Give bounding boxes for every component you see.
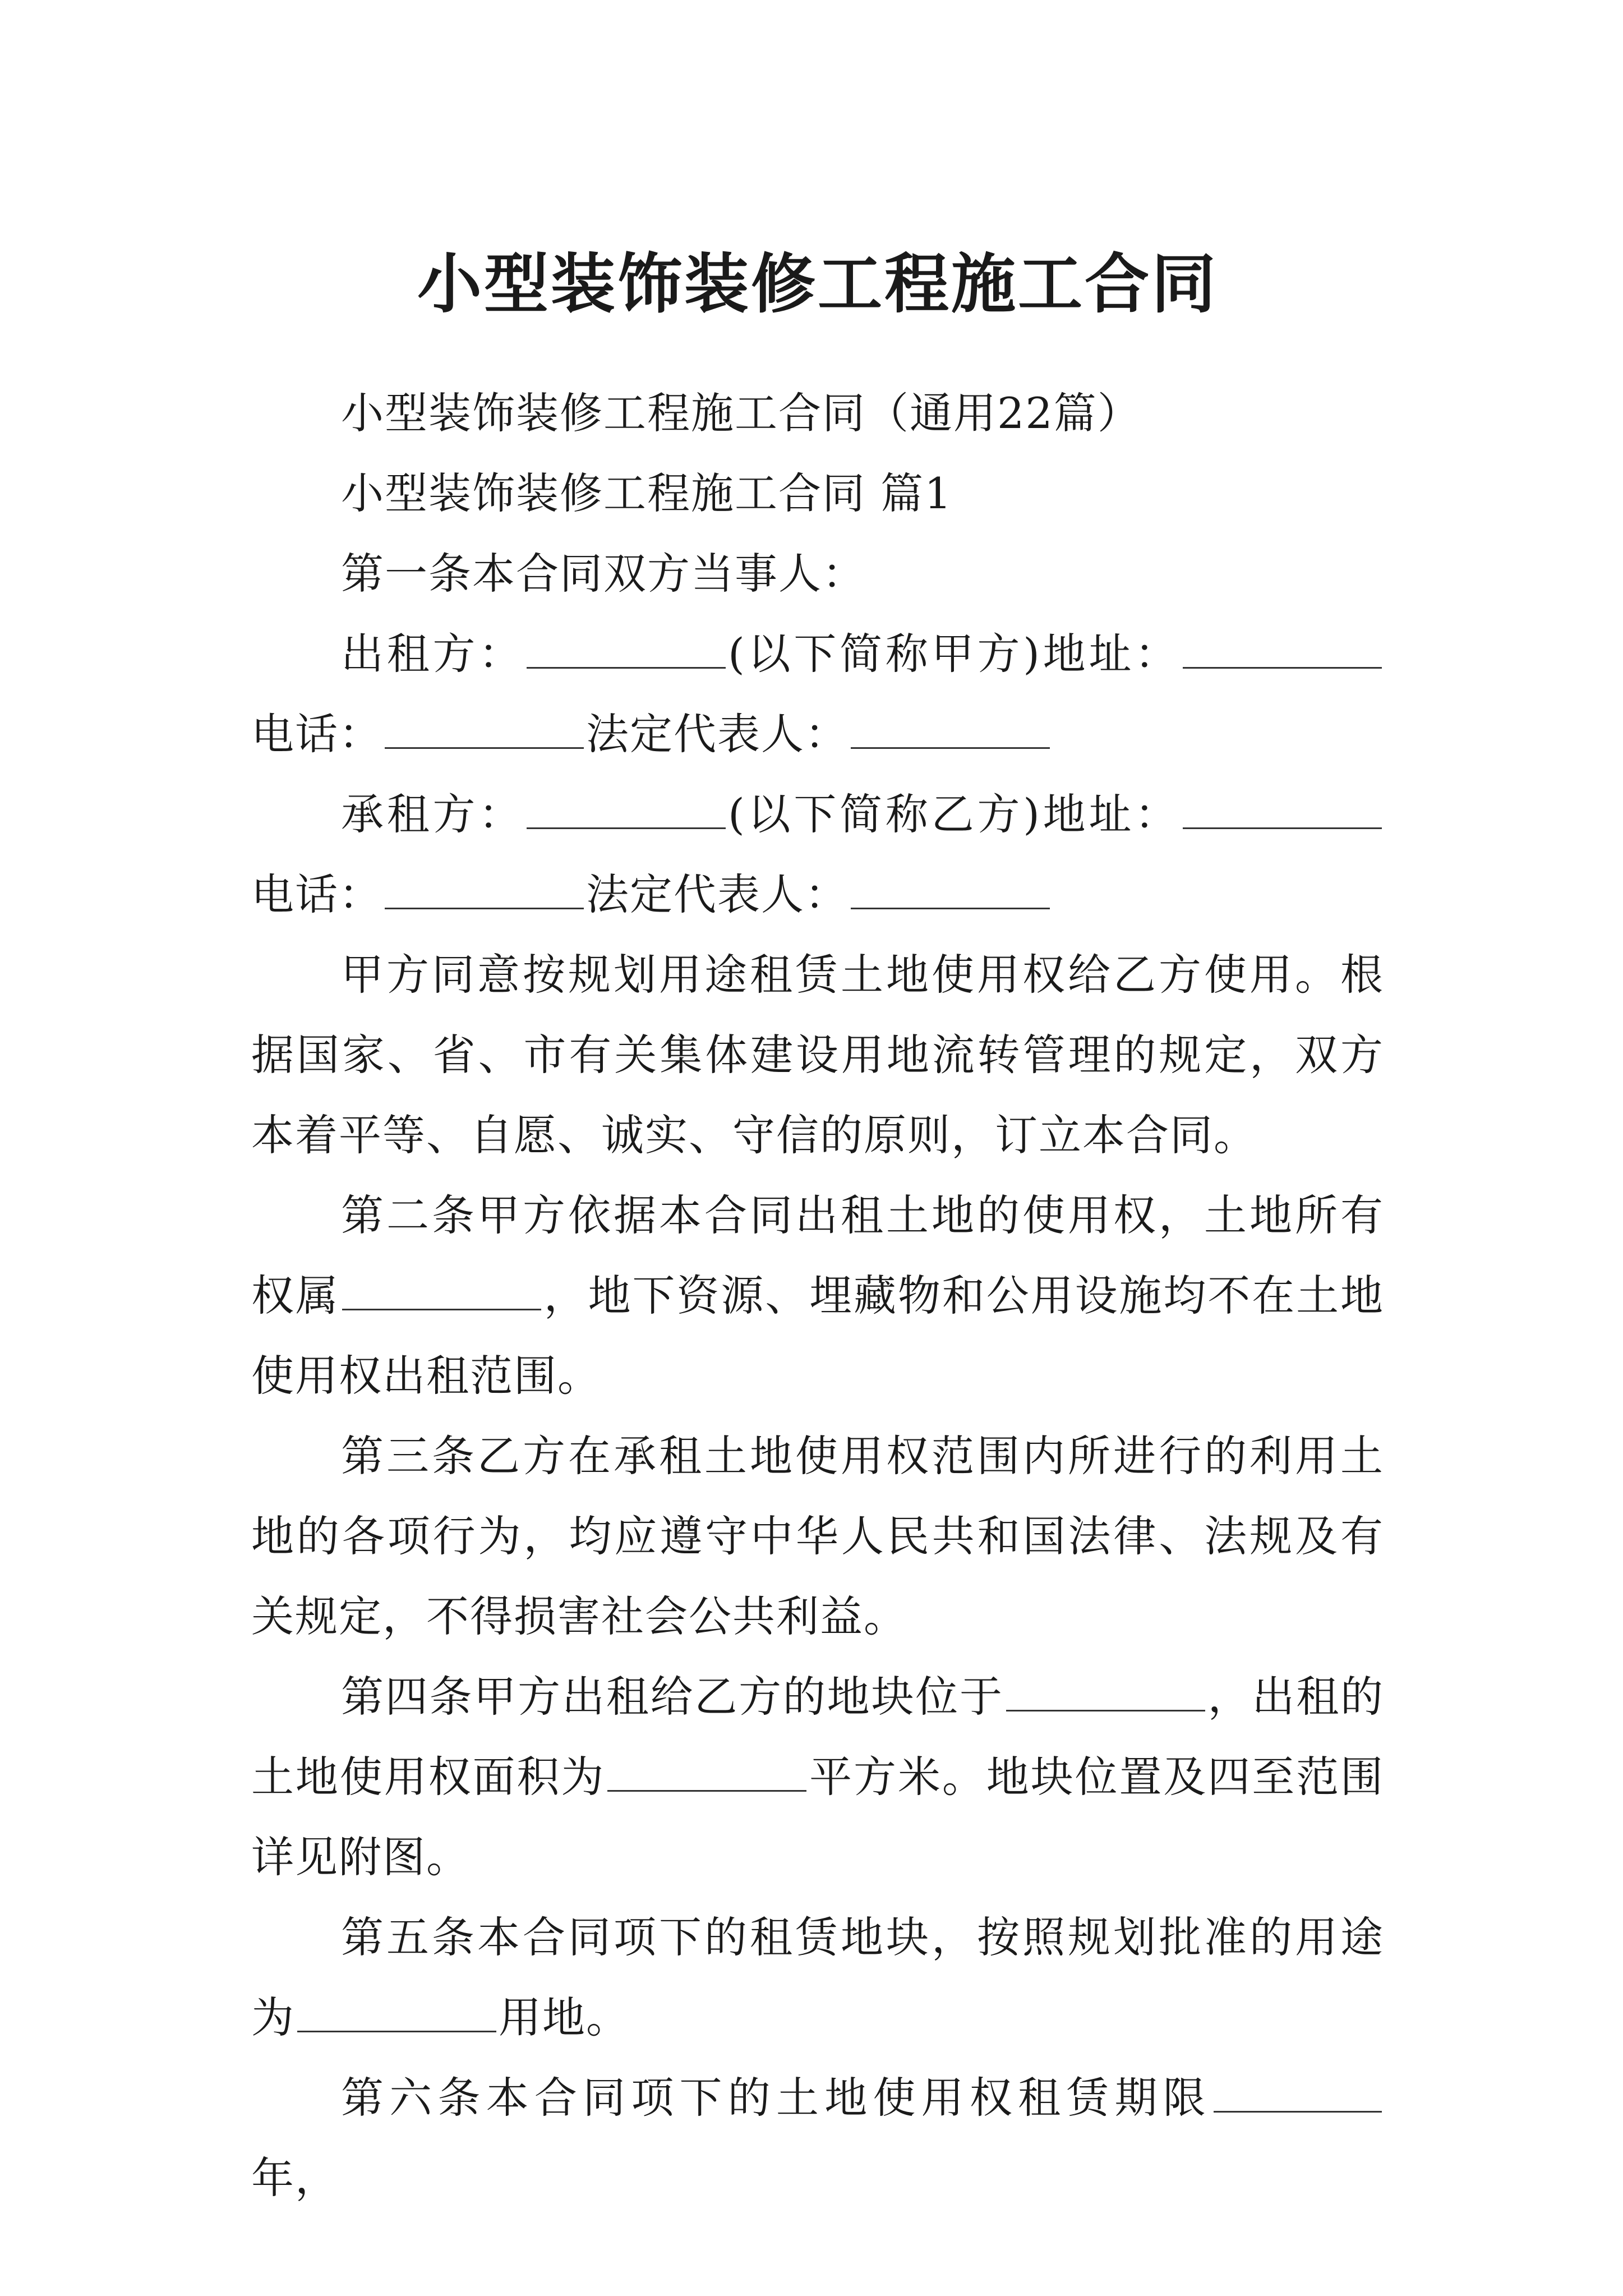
paragraph-p3	[251, 533, 1384, 614]
paragraph-text: 电话：	[251, 709, 382, 759]
paragraph-text: ，出租的土地使用权面积为	[251, 1672, 1385, 1802]
paragraph-text: 甲方同意按规划用途租赁土地使用权给乙方使用。根据国家、省、市有关集体建设用地流转管理的规定，双方本着平等、自愿、诚实、守信的原则，订立本合同。	[251, 950, 1384, 1160]
paragraph-text: 第一条本合同双方当事人：	[341, 549, 866, 599]
paragraph-text: 用地。	[499, 1993, 630, 2042]
fill-in-blank	[1006, 1671, 1205, 1711]
fill-in-blank	[342, 1269, 541, 1310]
paragraph-p7	[251, 1175, 1384, 1416]
paragraph-text: 年，	[251, 2153, 339, 2203]
paragraph-p9	[251, 1657, 1384, 1897]
fill-in-blank	[851, 708, 1050, 749]
paragraph-text: 出租方：	[341, 629, 525, 679]
fill-in-blank	[527, 788, 726, 829]
paragraph-text: 第三条乙方在承租土地使用权范围内所进行的利用土地的各项行为，均应遵守中华人民共和国法律、法规及有关规定，不得损害社会公共利益。	[251, 1431, 1384, 1641]
fill-in-blank	[297, 1991, 496, 2032]
paragraph-text: 承租方：	[341, 789, 525, 839]
paragraph-text: 第二条甲方依据本合同出租土地的使用权，土地所有权属	[251, 1190, 1384, 1320]
fill-in-blank	[385, 868, 584, 909]
fill-in-blank	[607, 1751, 806, 1792]
paragraph-p11	[251, 2058, 1384, 2218]
paragraph-text: 第五条本合同项下的租赁地块，按照规划批准的用途为	[251, 1912, 1384, 2042]
paragraph-p2	[251, 453, 1384, 533]
document-title: 小型装饰装修工程施工合同	[417, 246, 1218, 323]
paragraph-p6	[251, 935, 1384, 1175]
paragraph-text: 法定代表人：	[586, 869, 849, 919]
paragraph-text: 小型装饰装修工程施工合同 篇1	[341, 468, 953, 518]
fill-in-blank	[1183, 628, 1382, 669]
paragraph-p5	[251, 774, 1384, 935]
paragraph-text: 小型装饰装修工程施工合同（通用22篇）	[341, 388, 1141, 438]
fill-in-blank	[385, 708, 584, 749]
paragraph-text: ，地下资源、埋藏物和公用设施均不在土地使用权出租范围。	[251, 1271, 1385, 1401]
paragraph-text: (以下简称乙方)地址：	[728, 789, 1181, 839]
paragraph-text: (以下简称甲方)地址：	[728, 629, 1181, 679]
paragraph-p4	[251, 614, 1384, 774]
paragraph-p8	[251, 1416, 1384, 1657]
fill-in-blank	[1183, 788, 1382, 829]
paragraph-text: 平方米。地块位置及四至范围详见附图。	[251, 1752, 1385, 1882]
fill-in-blank	[527, 628, 726, 669]
paragraph-text: 第四条甲方出租给乙方的地块位于	[341, 1672, 1004, 1722]
paragraph-text: 第六条本合同项下的土地使用权租赁期限	[341, 2073, 1211, 2123]
paragraph-text: 电话：	[251, 869, 382, 919]
paragraph-text: 法定代表人：	[586, 709, 849, 759]
paragraph-p1	[251, 373, 1384, 453]
fill-in-blank	[1214, 2072, 1382, 2113]
fill-in-blank	[851, 868, 1050, 909]
document-body	[251, 373, 1384, 2218]
paragraph-p10	[251, 1897, 1384, 2058]
